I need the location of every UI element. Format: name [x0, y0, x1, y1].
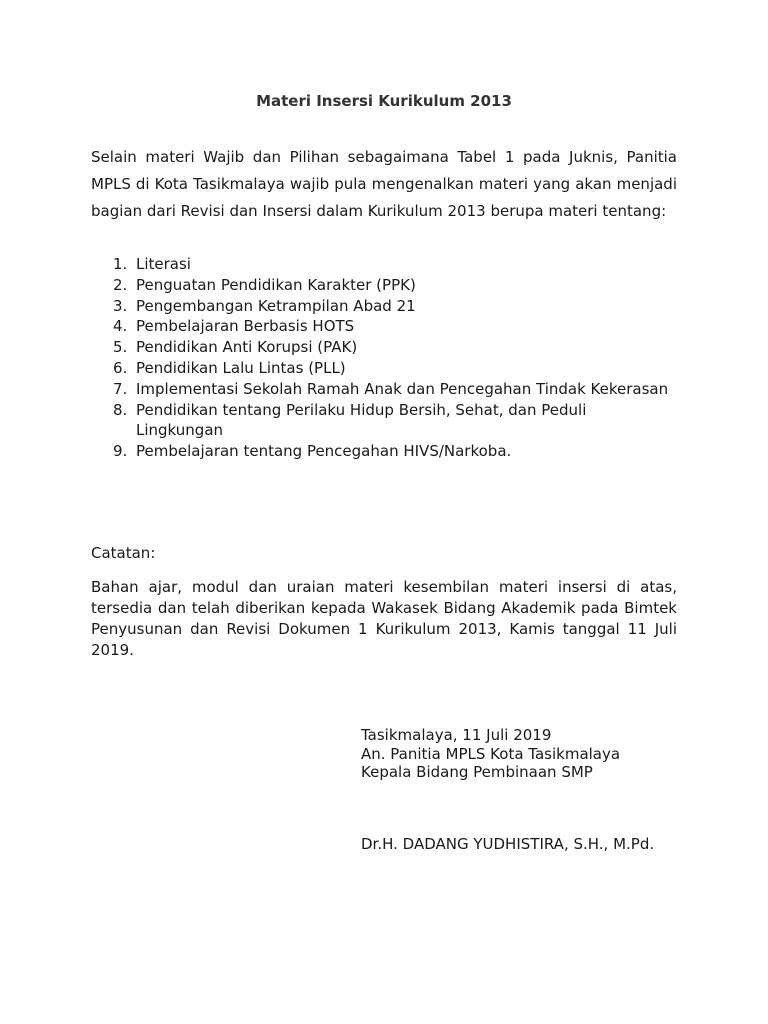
list-item-text: Literasi — [136, 255, 191, 273]
document-title: Materi Insersi Kurikulum 2013 — [256, 92, 512, 110]
list-item-text: Pendidikan Lalu Lintas (PLL) — [136, 358, 346, 377]
signature-position: Kepala Bidang Pembinaan SMP — [361, 763, 593, 781]
list-item-text: Pembelajaran tentang Pencegahan HIVS/Narkoba. — [136, 442, 512, 461]
list-item — [91, 254, 677, 275]
list-item-number: 9. — [113, 442, 128, 461]
list-item — [91, 358, 677, 379]
list-item — [91, 296, 677, 317]
signature-place-date: Tasikmalaya, 11 Juli 2019 — [361, 726, 552, 744]
intro-paragraph: Selain materi Wajib dan Pilihan sebagaimana Tabel 1 pada Juknis, Panitia MPLS di Kota Tasikmalaya wajib pula mengenalkan materi yang akan menjadi bagian dari Revisi dan Insersi dalam Kurikulum 2013 berupa materi tentang: — [91, 148, 677, 220]
list-item-number: 6. — [113, 358, 128, 377]
note-paragraph: Bahan ajar, modul dan uraian materi kesembilan materi insersi di atas, tersedia dan telah diberikan kepada Wakasek Bidang Akademik pada Bimtek Penyusunan dan Revisi Dokumen 1 Kurikulum 2013, Kamis tanggal 11 Juli 2019. — [91, 578, 677, 659]
signature-block — [361, 726, 620, 782]
list-item-text: Penguatan Pendidikan Karakter (PPK) — [136, 275, 416, 294]
signer-name: Dr.H. DADANG YUDHISTIRA, S.H., M.Pd. — [361, 835, 655, 853]
list-item-text: Pendidikan Anti Korupsi (PAK) — [136, 338, 358, 357]
signature-on-behalf: An. Panitia MPLS Kota Tasikmalaya — [361, 744, 621, 763]
list-item-text: Pengembangan Ketrampilan Abad 21 — [136, 296, 416, 315]
list-item-number: 1. — [113, 255, 128, 273]
list-item — [91, 379, 677, 400]
list-item-number: 4. — [113, 317, 128, 336]
topic-list — [91, 254, 677, 462]
list-item — [91, 337, 677, 358]
list-item-number: 2. — [113, 275, 128, 294]
list-item-number: 7. — [113, 379, 128, 398]
list-item-text: Pendidikan tentang Perilaku Hidup Bersih, Sehat, dan Peduli Lingkungan — [136, 400, 587, 440]
list-item-text: Implementasi Sekolah Ramah Anak dan Pencegahan Tindak Kekerasan — [136, 379, 669, 398]
list-item-number: 8. — [113, 400, 128, 419]
list-item — [91, 275, 677, 296]
list-item — [91, 441, 677, 462]
list-item — [91, 316, 677, 337]
list-item-number: 3. — [113, 296, 128, 315]
list-item-number: 5. — [113, 338, 128, 357]
list-item — [91, 400, 677, 442]
note-label: Catatan: — [91, 544, 156, 562]
list-item-text: Pembelajaran Berbasis HOTS — [136, 317, 355, 336]
